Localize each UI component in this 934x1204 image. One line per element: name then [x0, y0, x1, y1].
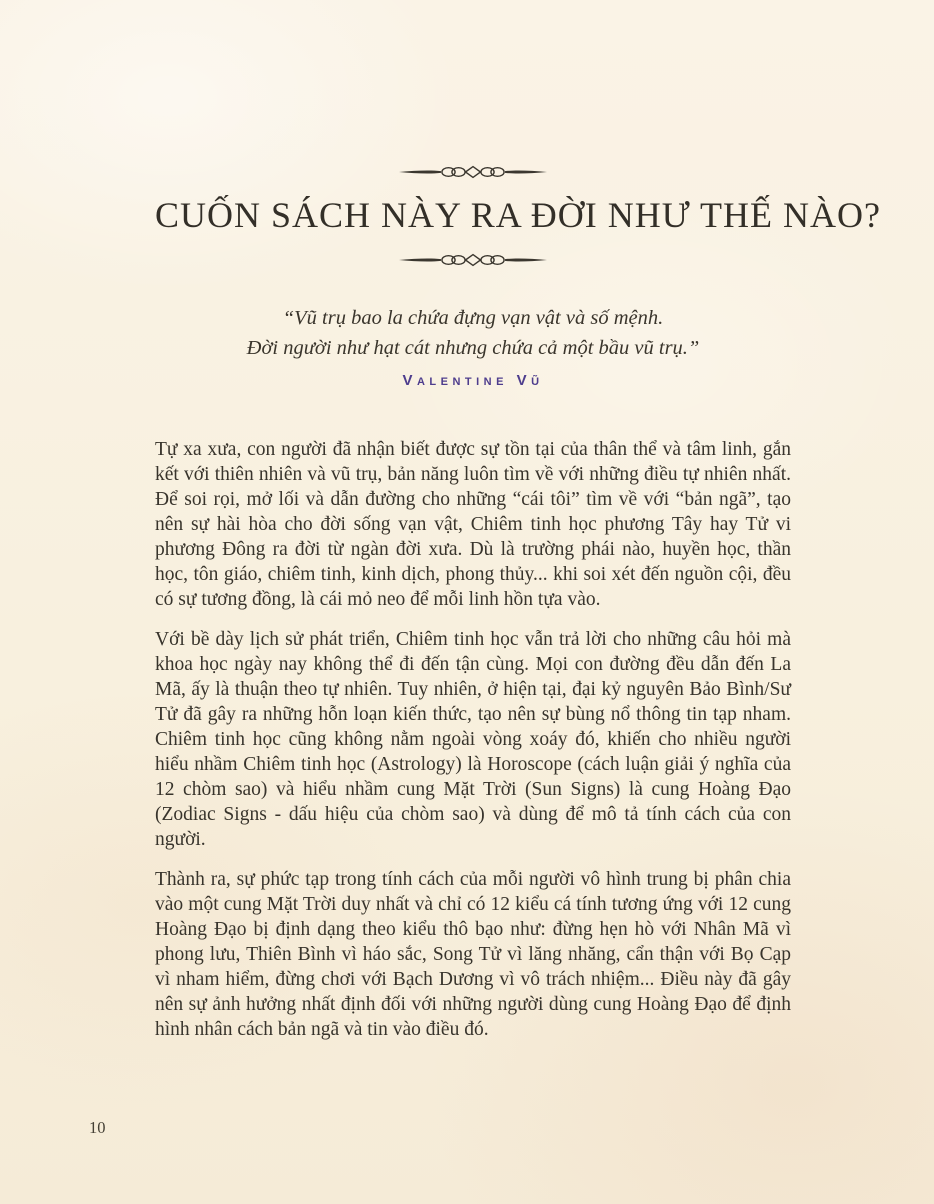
divider-ornament-bottom-icon	[155, 252, 791, 268]
paragraph: Với bề dày lịch sử phát triển, Chiêm tinh học vẫn trả lời cho những câu hỏi mà khoa học ngày nay không thể đi đến tận cùng. Mọi con đường đều dẫn đến La Mã, ấy là thuận theo tự nhiên. Tuy nhiên, ở hiện tại, đại kỷ nguyên Bảo Bình/Sư Tử đã gây ra những hỗn loạn kiến thức, tạo nên sự bùng nổ thông tin tạp nham. Chiêm tinh học cũng không nằm ngoài vòng xoáy đó, khiến cho nhiều người hiểu nhầm Chiêm tinh học (Astrology) là Horoscope (cách luận giải ý nghĩa của 12 chòm sao) và hiểu nhầm cung Mặt Trời (Sun Signs) là cung Hoàng Đạo (Zodiac Signs - dấu hiệu của chòm sao) và dùng để mô tả tính cách của con người.	[155, 629, 791, 850]
epigraph-attribution: Valentine Vũ	[402, 372, 544, 389]
chapter-title: CUỐN SÁCH NÀY RA ĐỜI NHƯ THẾ NÀO?	[155, 195, 881, 235]
page-content	[155, 0, 881, 1057]
body-text	[155, 437, 791, 1042]
epigraph-line-2: Đời người như hạt cát nhưng chứa cả một bầu vũ trụ.”	[246, 337, 700, 359]
epigraph-line-1: “Vũ trụ bao la chứa đựng vạn vật và số mệnh.	[282, 307, 664, 329]
epigraph	[155, 303, 791, 389]
paragraph: Thành ra, sự phức tạp trong tính cách của mỗi người vô hình trung bị phân chia vào một cung Mặt Trời duy nhất và chỉ có 12 kiểu cá tính tương ứng với 12 cung Hoàng Đạo bị định dạng theo kiểu thô bạo như: đừng hẹn hò với Nhân Mã vì phong lưu, Thiên Bình vì háo sắc, Song Tử vì lăng nhăng, cẩn thận với Bọ Cạp vì nham hiểm, đừng chơi với Bạch Dương vì vô trách nhiệm... Điều này đã gây nên sự ảnh hưởng nhất định đối với những người dùng cung Hoàng Đạo để định hình nhân cách bản ngã và tin vào điều đó.	[155, 869, 791, 1040]
divider-ornament-top-icon	[155, 164, 791, 180]
paragraph: Tự xa xưa, con người đã nhận biết được sự tồn tại của thân thể và tâm linh, gắn kết với thiên nhiên và vũ trụ, bản năng luôn tìm về với những điều tự nhiên nhất. Để soi rọi, mở lối và dẫn đường cho những “cái tôi” tìm về với “bản ngã”, tạo nên sự hài hòa cho đời sống vạn vật, Chiêm tinh học phương Tây hay Tử vi phương Đông ra đời từ ngàn đời xưa. Dù là trường phái nào, huyền học, thần học, tôn giáo, chiêm tinh, kinh dịch, phong thủy... khi soi xét đến nguồn cội, đều có sự tương đồng, là cái mỏ neo để mỗi linh hồn tựa vào.	[155, 439, 791, 610]
page-number: 10	[89, 1118, 106, 1137]
